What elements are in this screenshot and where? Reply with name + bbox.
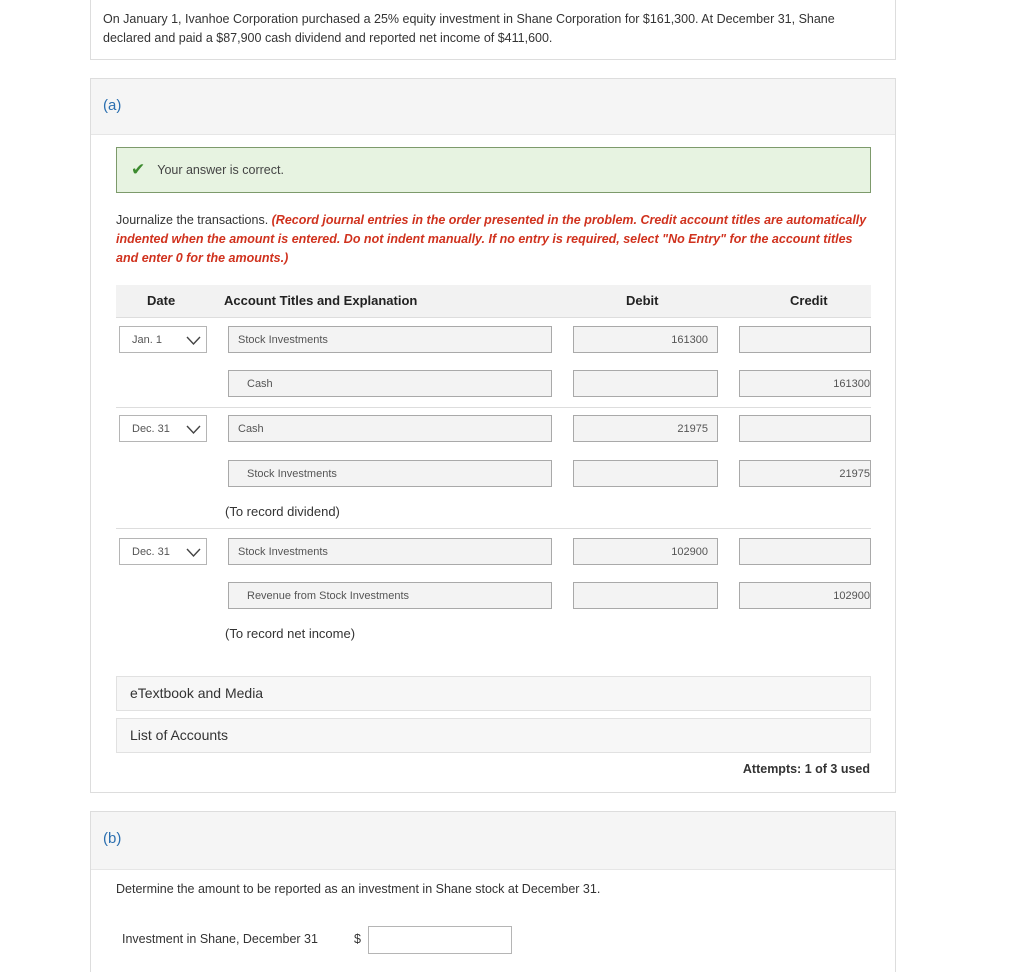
memo-dividend: (To record dividend) xyxy=(225,504,340,519)
debit-field-1-2[interactable] xyxy=(573,370,718,397)
date-select-2[interactable] xyxy=(119,415,207,442)
header-debit: Debit xyxy=(626,293,659,308)
credit-text: 161300 xyxy=(833,378,870,390)
debit-field-3-1[interactable] xyxy=(573,538,718,565)
investment-label: Investment in Shane, December 31 xyxy=(122,932,318,946)
debit-field-3-2[interactable] xyxy=(573,582,718,609)
row-separator xyxy=(116,407,871,408)
feedback-correct xyxy=(116,147,871,193)
chevron-down-icon xyxy=(186,333,201,347)
credit-field-2-1[interactable] xyxy=(739,415,871,442)
date-value: Dec. 31 xyxy=(132,546,170,558)
row-separator xyxy=(116,317,871,318)
part-b-label: (b) xyxy=(103,830,122,847)
debit-text: 21975 xyxy=(677,423,708,435)
account-field-3-2[interactable] xyxy=(228,582,552,609)
date-value: Jan. 1 xyxy=(132,334,162,346)
attempts-counter: Attempts: 1 of 3 used xyxy=(742,762,870,776)
instruction-plain: Journalize the transactions. xyxy=(116,213,272,227)
chevron-down-icon xyxy=(186,545,201,559)
credit-text: 21975 xyxy=(839,468,870,480)
memo-net-income: (To record net income) xyxy=(225,626,356,641)
account-text: Cash xyxy=(247,378,273,390)
credit-field-2-2[interactable] xyxy=(739,460,871,487)
checkmark-icon: ✔ xyxy=(131,160,146,179)
credit-field-3-1[interactable] xyxy=(739,538,871,565)
debit-text: 161300 xyxy=(671,334,708,346)
account-text: Revenue from Stock Investments xyxy=(247,590,410,602)
header-date: Date xyxy=(147,293,176,308)
journal-header xyxy=(116,285,871,317)
part-a-panel xyxy=(90,78,896,793)
account-field-1-2[interactable] xyxy=(228,370,552,397)
list-of-accounts-link[interactable] xyxy=(116,718,871,753)
debit-field-2-2[interactable] xyxy=(573,460,718,487)
header-credit: Credit xyxy=(790,293,828,308)
chevron-down-icon xyxy=(186,422,201,436)
part-b-header xyxy=(91,812,895,870)
date-select-3[interactable] xyxy=(119,538,207,565)
dollar-sign: $ xyxy=(354,932,361,946)
investment-amount-input[interactable] xyxy=(368,926,512,954)
feedback-text: Your answer is correct. xyxy=(157,163,284,177)
problem-statement xyxy=(90,0,896,60)
account-text: Stock Investments xyxy=(247,468,337,480)
credit-field-3-2[interactable] xyxy=(739,582,871,609)
etextbook-media-link[interactable] xyxy=(116,676,871,711)
part-b-question: Determine the amount to be reported as an investment in Shane stock at December 31. xyxy=(116,882,601,896)
account-text: Stock Investments xyxy=(238,334,328,346)
debit-field-1-1[interactable] xyxy=(573,326,718,353)
header-account: Account Titles and Explanation xyxy=(224,293,418,308)
part-a-header xyxy=(91,79,895,135)
account-field-3-1[interactable] xyxy=(228,538,552,565)
etextbook-label: eTextbook and Media xyxy=(130,685,264,701)
account-text: Stock Investments xyxy=(238,546,328,558)
row-separator xyxy=(116,528,871,529)
instructions xyxy=(116,211,876,268)
problem-text: On January 1, Ivanhoe Corporation purchased a 25% equity investment in Shane Corporation for $161,300. At December 31, Shane declared and paid a $87,900 cash dividend and reported net income of $411,600. xyxy=(103,12,835,45)
account-field-2-2[interactable] xyxy=(228,460,552,487)
account-field-1-1[interactable] xyxy=(228,326,552,353)
debit-field-2-1[interactable] xyxy=(573,415,718,442)
instruction-red: (Record journal entries in the order presented in the problem. Credit account titles are automatically indented when the amount is entered. Do not indent manually. If no entry is required, select "No Entry" for the account titles and enter 0 for the amounts.) xyxy=(116,213,867,265)
date-select-1[interactable] xyxy=(119,326,207,353)
part-a-label: (a) xyxy=(103,97,122,114)
account-text: Cash xyxy=(238,423,264,435)
credit-text: 102900 xyxy=(833,590,870,602)
date-value: Dec. 31 xyxy=(132,423,170,435)
list-of-accounts-label: List of Accounts xyxy=(130,727,229,743)
credit-field-1-1[interactable] xyxy=(739,326,871,353)
part-b-panel xyxy=(90,811,896,972)
debit-text: 102900 xyxy=(671,546,708,558)
credit-field-1-2[interactable] xyxy=(739,370,871,397)
account-field-2-1[interactable] xyxy=(228,415,552,442)
